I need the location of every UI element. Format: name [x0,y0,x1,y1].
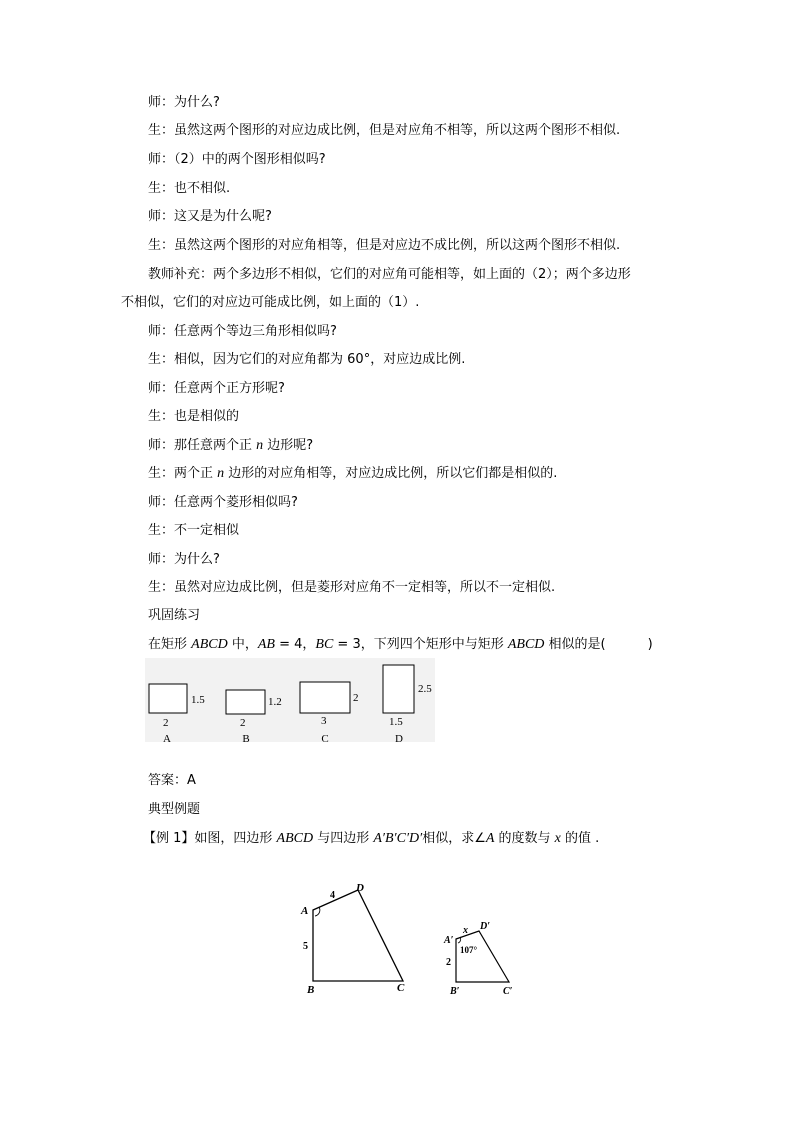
option-b-width: 2 [240,717,246,729]
option-d-letter: D [395,733,403,745]
practice-heading: 巩固练习 [148,608,201,623]
dialogue-line: 生：两个正 n 边形的对应角相等，对应边成比例，所以它们都是相似的. [148,466,558,481]
option-c-rect [300,682,350,713]
option-c-height: 2 [353,692,359,704]
dialogue-line: 生：相似，因为它们的对应角都为 60°，对应边成比例. [148,352,466,367]
example-question: 【例 1】如图，四边形 ABCD 与四边形 A′B′C′D′相似，求∠A 的度数与 x 的值 . [143,831,600,846]
vertex-b-prime: B′ [450,986,460,997]
supplement-line-1: 教师补充：两个多边形不相似，它们的对应角可能相等，如上面的（2）；两个多边形 [148,267,631,282]
dialogue-line: 生：不一定相似 [148,523,240,538]
option-b-rect [226,690,265,714]
option-b-height: 1.2 [268,696,282,708]
vertex-b: B [307,984,315,996]
vertex-d-prime: D′ [480,921,491,932]
quad-abcd-prime [456,931,509,982]
dialogue-line: 生：虽然对应边成比例，但是菱形对应角不一定相等，所以不一定相似. [148,580,556,595]
example-heading: 典型例题 [148,802,201,817]
quad-abcd [313,890,403,981]
option-d-height: 2.5 [418,683,432,695]
side-ab-prime-label: 2 [446,957,451,968]
option-d-rect [383,665,414,713]
practice-question: 在矩形 ABCD 中，AB = 4，BC = 3，下列四个矩形中与矩形 ABCD 相似的是( ) [148,637,653,652]
option-a-width: 2 [163,717,169,729]
option-c-width: 3 [321,715,327,727]
vertex-c-prime: C′ [503,986,513,997]
options-figure [145,658,445,748]
vertex-d: D [356,882,364,894]
dialogue-line: 师：（2）中的两个图形相似吗? [148,152,326,167]
answer: 答案：A [148,773,196,788]
option-a-height: 1.5 [191,694,205,706]
vertex-c: C [397,982,405,994]
option-c-letter: C [321,733,329,745]
dialogue-line: 师：任意两个正方形呢? [148,381,285,396]
side-ad-label: 4 [330,890,335,901]
dialogue-line: 生：也不相似. [148,181,231,196]
supplement-line-2: 不相似，它们的对应边可能成比例，如上面的（1）. [121,295,420,310]
dialogue-line: 生：也是相似的 [148,409,240,424]
option-b-letter: B [242,733,250,745]
option-a-rect [149,684,187,713]
dialogue-line: 生：虽然这两个图形的对应角相等，但是对应边不成比例，所以这两个图形不相似. [148,238,621,253]
dialogue-line: 师：这又是为什么呢? [148,209,272,224]
angle-d-prime-label: 107° [460,945,478,955]
side-ad-prime-label: x [463,925,468,936]
dialogue-line: 师：为什么? [148,552,220,567]
dialogue-line: 生：虽然这两个图形的对应边成比例，但是对应角不相等，所以这两个图形不相似. [148,123,621,138]
option-a-letter: A [163,733,171,745]
quad-abcd-prime-figure [440,915,525,1000]
quad-abcd-figure [295,878,415,1000]
vertex-a-prime: A′ [444,935,454,946]
option-d-width: 1.5 [389,716,403,728]
dialogue-line: 师：任意两个菱形相似吗? [148,495,298,510]
dialogue-line: 师：为什么? [148,95,220,110]
vertex-a: A [301,905,309,917]
dialogue-line: 师：任意两个等边三角形相似吗? [148,324,337,339]
dialogue-line: 师：那任意两个正 n 边形呢? [148,438,314,453]
side-ab-label: 5 [303,941,308,952]
